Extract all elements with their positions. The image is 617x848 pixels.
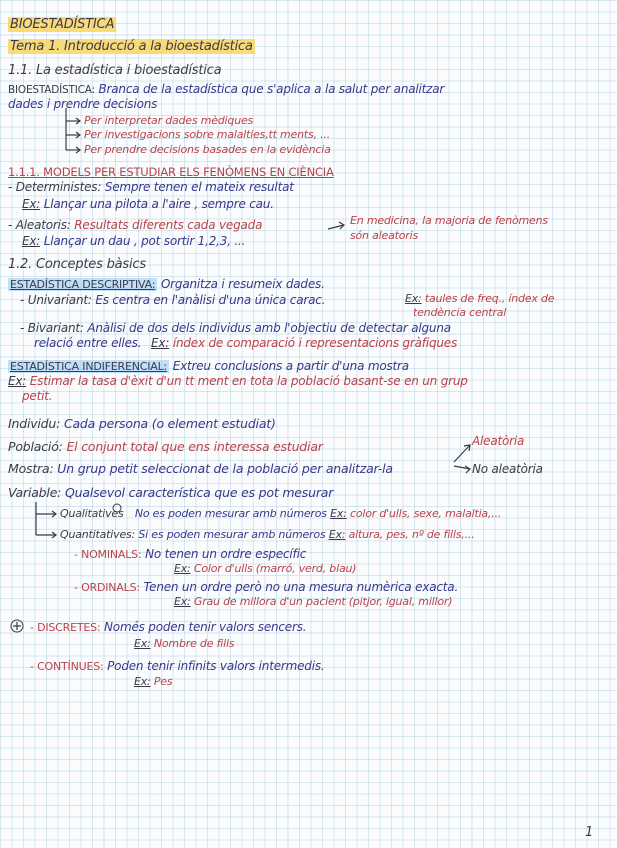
continues-term: - CONTÍNUES:	[30, 660, 104, 673]
example-label: Ex:	[174, 595, 191, 608]
ordinals-example-text: Grau de millora d'un pacient (pitjor, igual, millor)	[193, 595, 453, 608]
example-label: Ex:	[174, 562, 191, 575]
deterministes-example-text: Llançar una pilota a l'aire , sempre cau.	[43, 197, 274, 211]
qualitatives-def: No es poden mesurar amb números	[134, 507, 327, 520]
mostra-def: Un grup petit seleccionat de la població per analitzar-la	[57, 461, 393, 476]
univariant-line	[20, 293, 325, 307]
bio-use-item: Per prendre decisions basades en la evidència	[84, 143, 331, 156]
bivariant-example	[151, 336, 457, 350]
discretes-term: - DISCRETES:	[30, 621, 101, 634]
example-label: Ex:	[330, 507, 347, 520]
inferencial-line	[8, 359, 409, 374]
nominals-example	[174, 562, 356, 576]
individu-line	[8, 417, 276, 431]
quantitatives-term: Quantitatives:	[60, 528, 136, 541]
quantitatives-def: Si es poden mesurar amb números	[138, 528, 326, 541]
poblacio-term: Població:	[8, 439, 63, 454]
variable-def: Qualsevol característica que es pot mesurar	[64, 485, 334, 500]
bio-use-item: Per interpretar dades mèdiques	[84, 114, 254, 127]
inferencial-example-line1: Estimar la tasa d'èxit d'un tt ment en tota la població basant-se en un grup	[29, 374, 468, 388]
continues-example	[134, 675, 172, 689]
descriptiva-def: Organitza i resumeix dades.	[160, 277, 325, 291]
bio-use-item: Per investigacions sobre malalties,tt ments, ...	[84, 128, 330, 141]
discretes-example-text: Nombre de fills	[153, 637, 235, 650]
ordinals-def: Tenen un ordre però no una mesura numèrica exacta.	[143, 580, 459, 594]
qualitatives-example	[330, 507, 501, 520]
variable-term: Variable:	[8, 485, 62, 500]
univariant-def: Es centra en l'anàlisi d'una única carac.	[95, 293, 326, 307]
inferencial-def: Extreu conclusions a partir d'una mostra	[172, 359, 409, 373]
example-label: Ex:	[328, 528, 346, 541]
nominals-line	[74, 547, 306, 562]
qualitatives-line	[60, 507, 501, 521]
nominals-example-text: Color d'ulls (marró, verd, blau)	[193, 562, 357, 575]
discretes-example	[134, 637, 234, 651]
poblacio-line	[8, 440, 323, 454]
aleatoris-note-line1: En medicina, la majoria de fenòmens	[350, 214, 548, 227]
discretes-def: Només poden tenir valors sencers.	[104, 620, 307, 634]
quantitatives-example-text: altura, pes, nº de fills,...	[348, 528, 475, 541]
example-label: Ex:	[134, 675, 151, 688]
individu-def: Cada persona (o element estudiat)	[63, 416, 276, 431]
deterministes-term: - Deterministes:	[8, 180, 102, 194]
aleatoris-def: Resultats diferents cada vegada	[74, 218, 263, 232]
tema-heading-text: Tema 1. Introducció a la bioestadística	[10, 39, 253, 54]
mostra-line	[8, 462, 393, 476]
aleatoris-line	[8, 218, 262, 232]
continues-def: Poden tenir infinits valors intermedis.	[107, 659, 325, 673]
bioestadistica-def-line1: Branca de la estadística que s'aplica a la salut per analitzar	[98, 82, 445, 96]
bioestadistica-term: BIOESTADÍSTICA:	[8, 84, 95, 96]
bivariant-term: - Bivariant:	[20, 321, 84, 335]
bivariant-def-line2: relació entre elles.	[34, 336, 142, 350]
example-label: Ex:	[151, 336, 170, 350]
univariant-example-text: taules de freq., índex de	[424, 292, 555, 305]
individu-term: Individu:	[8, 416, 61, 431]
section-1-1-1-heading: 1.1.1. MODELS PER ESTUDIAR ELS FENÒMENS EN CIÈNCIA	[8, 165, 334, 179]
section-1-2-heading: 1.2. Conceptes bàsics	[8, 257, 146, 272]
inferencial-term: ESTADÍSTICA INDIFERENCIAL:	[10, 360, 168, 373]
example-label: Ex:	[134, 637, 151, 650]
bivariant-line	[20, 321, 451, 335]
aleatoris-note-line2: són aleatoris	[350, 229, 418, 242]
deterministes-line	[8, 180, 294, 194]
inferencial-example-line2: petit.	[22, 389, 53, 403]
continues-example-text: Pes	[153, 675, 173, 688]
deterministes-def: Sempre tenen el mateix resultat	[104, 180, 294, 194]
aleatoris-example-text: Llançar un dau , pot sortir 1,2,3, ...	[43, 234, 246, 248]
discretes-line	[30, 620, 306, 635]
example-label: Ex:	[405, 292, 422, 305]
descriptiva-term: ESTADÍSTICA DESCRIPTIVA:	[10, 278, 156, 291]
qualitatives-example-text: color d'ulls, sexe, malaltia,...	[349, 507, 502, 520]
nominals-term: - NOMINALS:	[74, 548, 142, 561]
page-number: 1	[585, 825, 594, 840]
mostra-option-no-aleatoria: No aleatòria	[472, 462, 543, 476]
ordinals-line	[74, 580, 458, 595]
quantitatives-line	[60, 528, 474, 542]
univariant-term: - Univariant:	[20, 293, 92, 307]
example-label: Ex:	[8, 374, 27, 388]
inferencial-example	[8, 374, 468, 388]
poblacio-def: El conjunt total que ens interessa estudiar	[66, 439, 323, 454]
deterministes-example	[22, 197, 274, 211]
bioestadistica-definition	[8, 82, 444, 97]
bivariant-def-line1: Anàlisi de dos dels individus amb l'objectiu de detectar alguna	[87, 321, 451, 335]
example-label: Ex:	[22, 197, 41, 211]
example-label: Ex:	[22, 234, 41, 248]
ordinals-example	[174, 595, 452, 609]
descriptiva-line	[8, 277, 325, 292]
aleatoris-example	[22, 234, 245, 248]
aleatoris-term: - Aleatoris:	[8, 218, 71, 232]
page-title-text: BIOESTADÍSTICA	[10, 17, 115, 32]
univariant-example	[405, 292, 554, 306]
variable-line	[8, 486, 333, 500]
quantitatives-example	[329, 528, 475, 541]
nominals-def: No tenen un ordre específic	[145, 547, 307, 561]
univariant-example-line2: tendència central	[413, 306, 507, 319]
ordinals-term: - ORDINALS:	[74, 581, 140, 594]
mostra-option-aleatoria: Aleatòria	[472, 434, 525, 448]
bivariant-def-line2-row	[34, 336, 457, 350]
bivariant-example-text: índex de comparació i representacions gràfiques	[172, 336, 458, 350]
continues-line	[30, 659, 325, 674]
qualitatives-term: Qualitatives	[60, 507, 124, 520]
bioestadistica-def-line2: dades i prendre decisions	[8, 97, 158, 111]
mostra-term: Mostra:	[8, 461, 54, 476]
tema-heading	[8, 40, 255, 54]
page-title	[8, 18, 116, 32]
section-1-1-heading: 1.1. La estadística i bioestadística	[8, 63, 222, 78]
